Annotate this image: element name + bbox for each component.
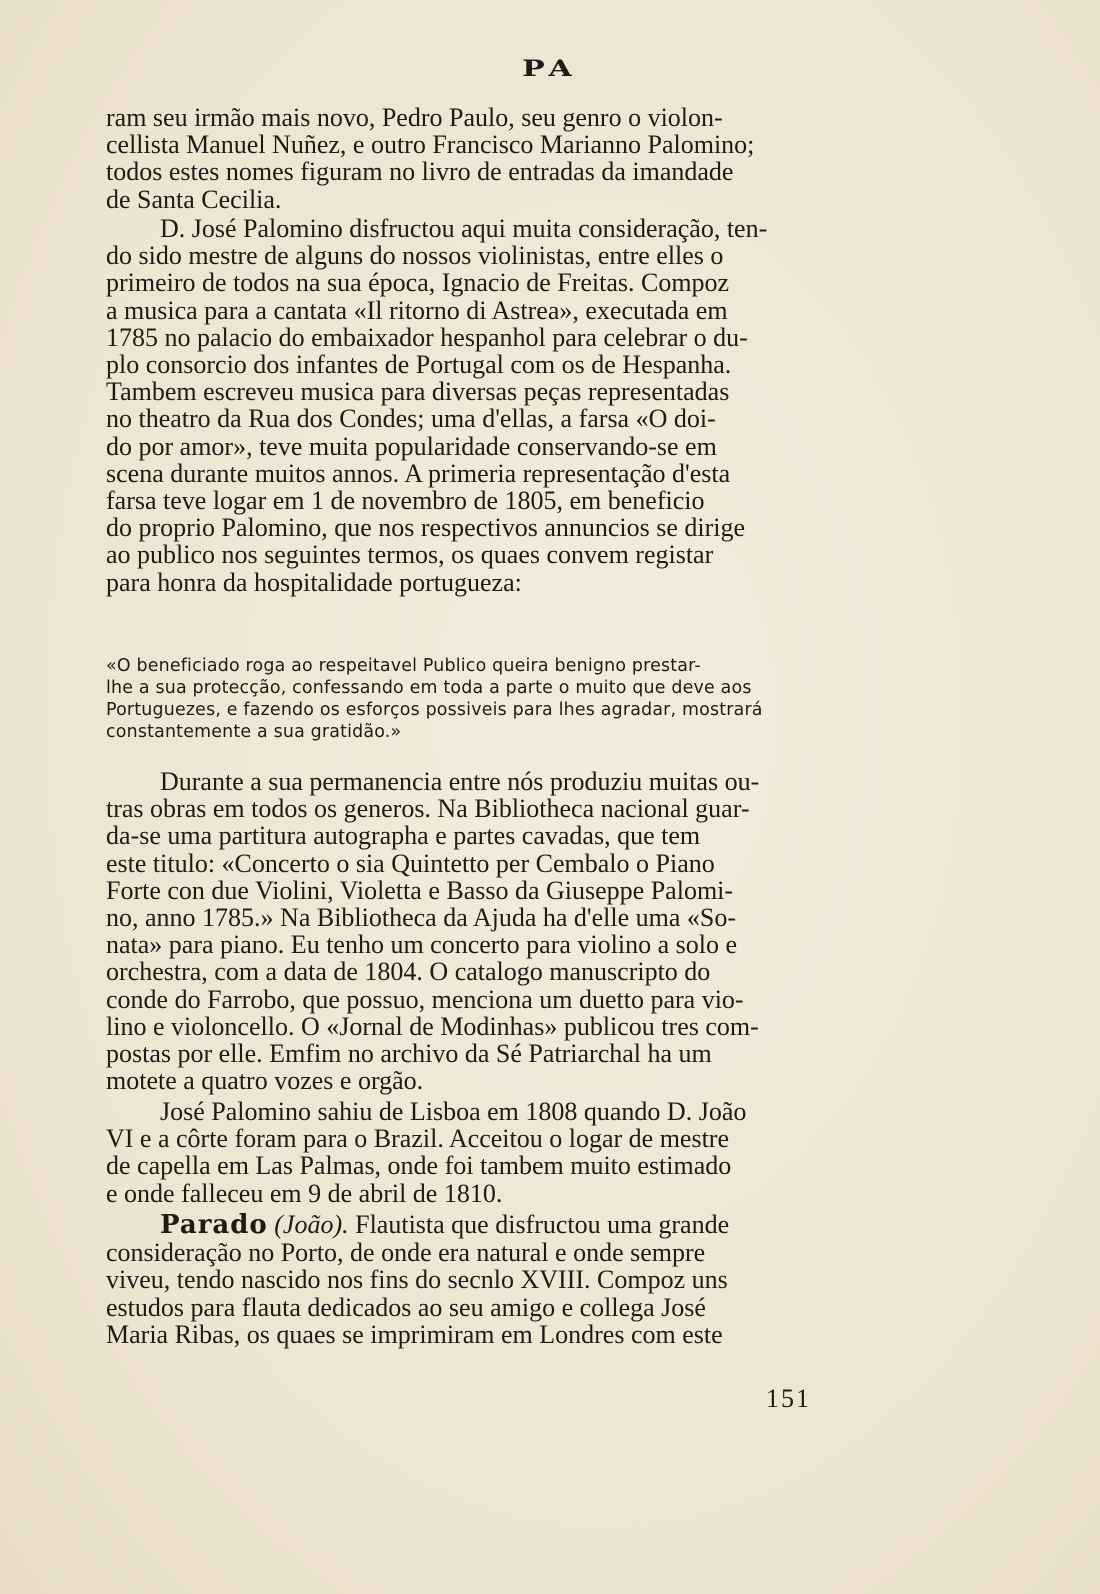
text-block-palomino — [106, 215, 870, 596]
text-block-top — [106, 104, 870, 213]
entry-given-name: (João). — [274, 1210, 349, 1239]
paragraph-lisboa: José Palomino sahiu de Lisboa em 1808 quando D. João VI e a côrte foram para o Brazil. Acceitou o logar de mestre de capella em Las Palmas, onde foi tambem muito estimado e onde falleceu em 9 de abril de 1810. — [106, 1097, 747, 1208]
paragraph-continuation: ram seu irmão mais novo, Pedro Paulo, seu genro o violon- cellista Manuel Nuñez, e outro Francisco Marianno Palomino; todos estes nomes figuram no livro de entradas da imandade de Santa Cecilia. — [106, 103, 755, 214]
text-block-durante — [106, 768, 870, 1094]
text-block-parado — [106, 1211, 870, 1348]
entry-headword: Parado — [160, 1210, 268, 1240]
page-number: 151 — [766, 1384, 811, 1413]
entry-parado: Parado (João). Flautista que disfructou uma grande consideração no Porto, de onde era natural e onde sempre viveu, tendo nascido nos fins do secnlo XVIII. Compoz uns estudos para flauta dedicados ao seu amigo e collega José Maria Ribas, os quaes se imprimiram em Londres com este — [106, 1210, 730, 1349]
running-header: PA — [522, 55, 578, 82]
paragraph-palomino: D. José Palomino disfructou aqui muita consideração, ten- do sido mestre de alguns do nossos violinistas, entre elles o primeiro de todos na sua época, Ignacio de Freitas. Compoz a musica para a cantata «Il ritorno di Astrea», executada em 1785 no palacio do embaixador hespanhol para celebrar o du- plo consorcio dos infantes de Portugal com os de Hespanha. Tambem escreveu musica para diversas peças representadas no theatro da Rua dos Condes; uma d'ellas, a farsa «O doi- do por amor», teve muita popularidade conservando-se em scena durante muitos annos. A primeria representação d'esta farsa teve logar em 1 de novembro de 1805, em beneficio do proprio Palomino, que nos respectivos annuncios se dirige ao publico nos seguintes termos, os quaes convem registar para honra da hospitalidade portugueza: — [106, 214, 768, 597]
paragraph-durante: Durante a sua permanencia entre nós produziu muitas ou- tras obras em todos os generos. Na Bibliotheca nacional guar- da-se uma partitura autographa e partes cavadas, que tem este titulo: «Concerto o sia Quintetto per Cembalo o Piano Forte con due Violini, Violetta e Basso da Giuseppe Palomi- no, anno 1785.» Na Bibliotheca da Ajuda ha d'elle uma «So- nata» para piano. Eu tenho um concerto para violino a solo e orchestra, com a data de 1804. O catalogo manuscripto do conde do Farrobo, que possuo, menciona um duetto para vio- lino e violoncello. O «Jornal de Modinhas» publicou tres com- postas por elle. Emfim no archivo da Sé Patriarchal ha um motete a quatro vozes e orgão. — [106, 767, 760, 1096]
text-block-lisboa — [106, 1098, 870, 1207]
quotation-block: «O beneficiado roga ao respeitavel Publico queira benigno prestar- lhe a sua protecção, confessando em toda a parte o muito que deve aos Portuguezes, e fazendo os esforços possiveis para lhes agradar, mostrará constantemente a sua gratidão.» — [106, 656, 763, 742]
